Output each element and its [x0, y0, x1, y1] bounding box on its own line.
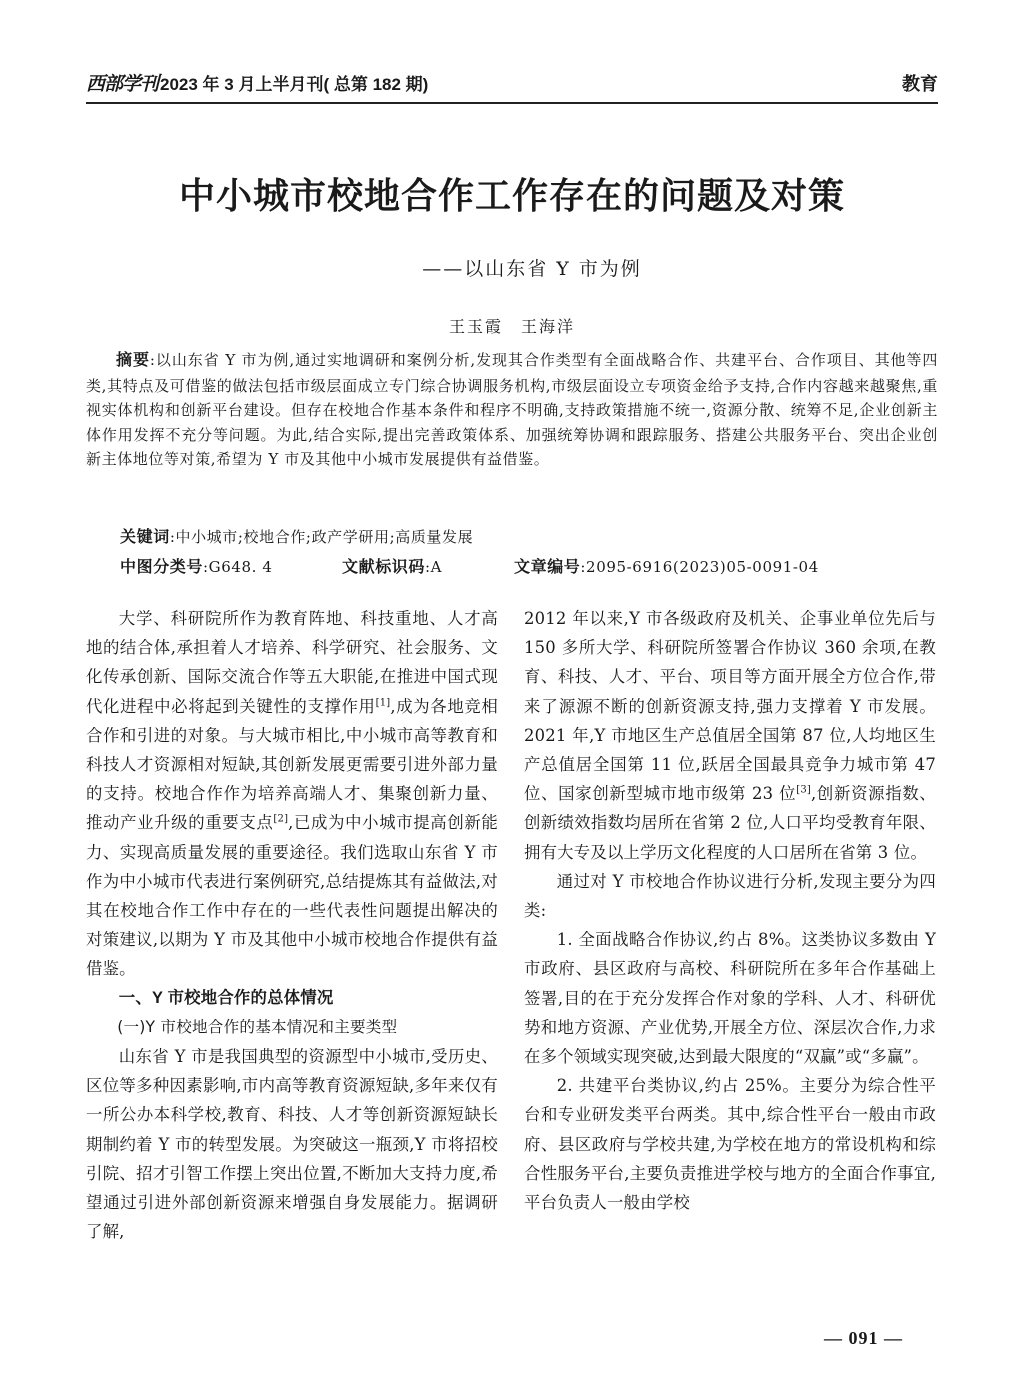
- journal-issue: 2023 年 3 月上半月刊( 总第 182 期): [160, 75, 429, 94]
- abstract-label: 摘要: [116, 352, 150, 369]
- body-paragraph: 1. 全面战略合作协议,约占 8%。这类协议多数由 Y 市政府、县区政府与高校、科研院所在多年合作基础上签署,目的在于充分发挥合作对象的学科、人才、科研优势和地方资源、产业优势,开展全方位、深层次合作,力求在多个领域实现突破,达到最大限度的“双赢”或“多赢”。: [524, 930, 936, 1067]
- keywords-label: 关键词: [120, 529, 170, 546]
- subsection-heading: (一)Y 市校地合作的基本情况和主要类型: [117, 1017, 398, 1036]
- page-number: — 091 —: [824, 1328, 903, 1348]
- abstract: [86, 348, 938, 472]
- body-paragraph: 通过对 Y 市校地合作协议进行分析,发现主要分为四类:: [524, 871, 936, 921]
- article-number: 文章编号:2095-6916(2023)05-0091-04: [514, 558, 819, 576]
- body-paragraph: 2012 年以来,Y 市各级政府及机关、企事业单位先后与 150 多所大学、科研院所签署合作协议 360 余项,在教育、科技、人才、平台、项目等方面开展全方位合作,带来了源源不断的创新资源支持,强力支撑着 Y 市发展。2021 年,Y 市地区生产总值居全国第 87 位,人均地区生产总值居全国第 11 位,跃居全国最具竞争力城市第 47 位、国家创新型城市地市级第 23 位[3],创新资源指数、创新绩效指数均居所在省第 2 位,人口平均受教育年限、拥有大专及以上学历文化程度的人口居所在省第 3 位。: [524, 609, 936, 862]
- body-column-right: [524, 604, 936, 1217]
- citation-ref: [1]: [375, 697, 391, 709]
- running-header: [86, 66, 938, 104]
- citation-ref: [2]: [273, 813, 289, 825]
- citation-ref: [3]: [796, 784, 811, 796]
- article-subtitle: ——以山东省 Y 市为例: [422, 258, 642, 280]
- body-paragraph: 2. 共建平台类协议,约占 25%。主要分为综合性平台和专业研发类平台两类。其中,综合性平台一般由市政府、县区政府与学校共建,为学校在地方的常设机构和综合性服务平台,主要负责推进学校与地方的全面合作事宜,平台负责人一般由学校: [524, 1076, 936, 1213]
- article-title: 中小城市校地合作工作存在的问题及对策: [178, 176, 845, 217]
- section-heading: 一、Y 市校地合作的总体情况: [118, 988, 334, 1007]
- classification-line: [120, 554, 940, 577]
- document-code: 文献标识码:A: [342, 558, 443, 576]
- body-paragraph: 山东省 Y 市是我国典型的资源型中小城市,受历史、区位等多种因素影响,市内高等教育资源短缺,多年来仅有一所公办本科学校,教育、科技、人才等创新资源短缺长期制约着 Y 市的转型发展。为突破这一瓶颈,Y 市将招校引院、招才引智工作摆上突出位置,不断加大支持力度,希望通过引进外部创新资源来增强自身发展能力。据调研了解,: [86, 1047, 498, 1242]
- abstract-text: :以山东省 Y 市为例,通过实地调研和案例分析,发现其合作类型有全面战略合作、共建平台、合作项目、其他等四类,其特点及可借鉴的做法包括市级层面成立专门综合协调服务机构,市级层面设立专项资金给予支持,合作内容越来越聚焦,重视实体机构和创新平台建设。但存在校地合作基本条件和程序不明确,支持政策措施不统一,资源分散、统筹不足,企业创新主体作用发挥不充分等问题。为此,结合实际,提出完善政策体系、加强统筹协调和跟踪服务、搭建公共服务平台、突出企业创新主体地位等对策,希望为 Y 市及其他中小城市发展提供有益借鉴。: [86, 351, 938, 468]
- journal-info: [86, 69, 428, 96]
- journal-logo: 西部学刊: [86, 73, 159, 95]
- body-paragraph: 大学、科研院所作为教育阵地、科技重地、人才高地的结合体,承担着人才培养、科学研究、社会服务、文化传承创新、国际交流合作等五大职能,在推进中国式现代化进程中必将起到关键性的支撑作用[1],成为各地竞相合作和引进的对象。与大城市相比,中小城市高等教育和科技人才资源相对短缺,其创新发展更需要引进外部力量的支持。校地合作作为培养高端人才、集聚创新力量、推动产业升级的重要支点[2],已成为中小城市提高创新能力、实现高质量发展的重要途径。我们选取山东省 Y 市作为中小城市代表进行案例研究,总结提炼其有益做法,对其在校地合作工作中存在的一些代表性问题提出解决的对策建议,以期为 Y 市及其他中小城市校地合作提供有益借鉴。: [86, 609, 499, 979]
- clc-number: 中图分类号:G648. 4: [120, 558, 273, 576]
- keywords: [120, 524, 473, 547]
- section-name: 教育: [902, 74, 938, 94]
- body-column-left: [86, 604, 498, 1246]
- keywords-text: :中小城市;校地合作;政产学研用;高质量发展: [169, 528, 474, 546]
- author-names: 王玉霞 王海洋: [448, 317, 575, 336]
